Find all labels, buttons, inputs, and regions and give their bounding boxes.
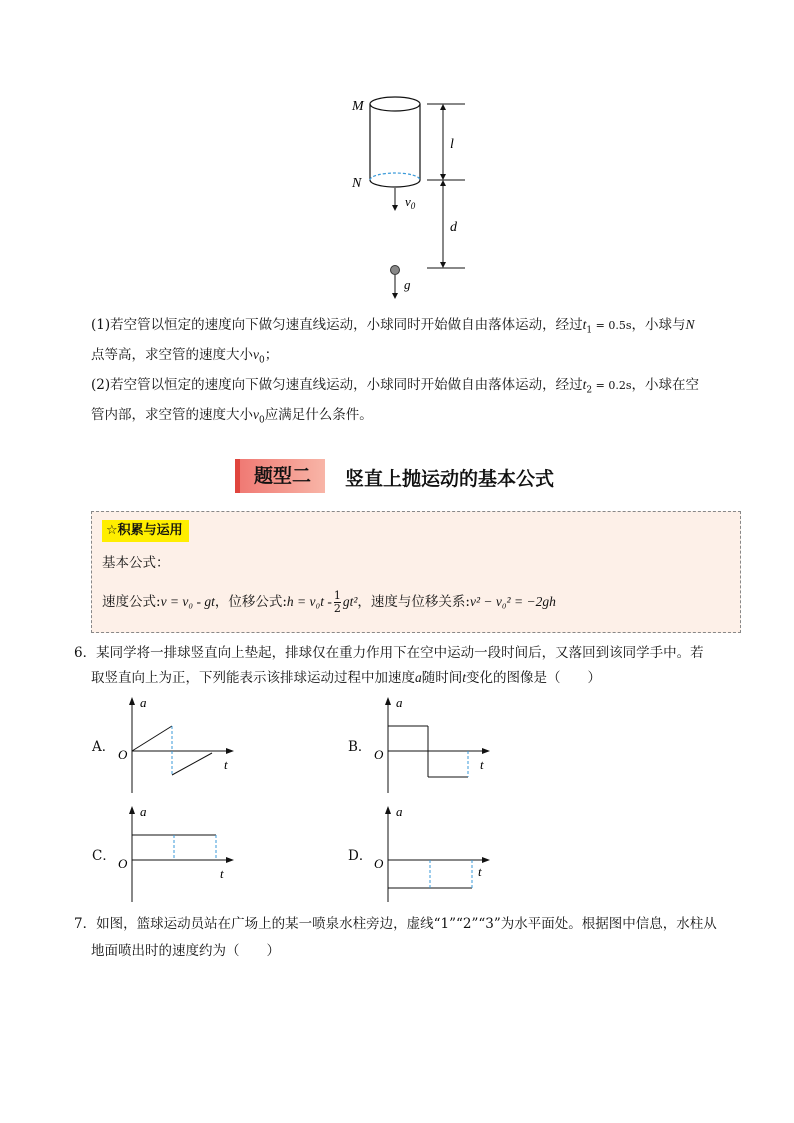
- option-B-label[interactable]: B．: [348, 739, 372, 755]
- note-formula-line: 速度公式:v = v₀ - gt，位移公式:h = v₀t - $\frac{1}{2}$ gt²，速度与位移关系:v² − v₀² = −2gh: [102, 589, 556, 615]
- option-A-label[interactable]: A．: [92, 739, 116, 755]
- option-A-line-down: [172, 753, 212, 775]
- q6-line1: 6．某同学将一排球竖直向上垫起，排球仅在重力作用下在空中运动一段时间后，又落回到该同学手中。若: [74, 645, 704, 661]
- svg-text:a: a: [396, 695, 403, 710]
- q-part1-line2: 点等高，求空管的速度大小$v_0$；: [91, 347, 279, 366]
- tube-bottom-back: [370, 173, 420, 180]
- tube-bottom-front: [370, 180, 420, 187]
- svg-text:a: a: [396, 804, 403, 819]
- q-part1-line1: (1)若空管以恒定的速度向下做匀速直线运动，小球同时开始做自由落体运动，经过$t_1 = 0.5s$，小球与N: [91, 317, 695, 336]
- q-part2-line2: 管内部，求空管的速度大小$v_0$应满足什么条件。: [91, 407, 373, 426]
- section-tag: 题型二: [235, 459, 325, 493]
- star-icon: ☆: [106, 523, 118, 538]
- label-d: d: [450, 220, 457, 235]
- svg-text:O: O: [118, 856, 128, 871]
- option-A-line-up: [132, 726, 172, 751]
- q7-line2: 地面喷出时的速度约为（ ）: [91, 943, 280, 959]
- label-v0: $v_0$: [405, 194, 416, 211]
- svg-text:t: t: [480, 757, 484, 772]
- note-line1: 基本公式：: [102, 555, 170, 571]
- option-D-graph[interactable]: [368, 802, 508, 912]
- ball: [391, 266, 400, 275]
- label-g: g: [404, 277, 411, 292]
- q-part2-line1: (2)若空管以恒定的速度向下做匀速直线运动，小球同时开始做自由落体运动，经过$t_2 = 0.2s$，小球在空: [91, 377, 699, 396]
- note-badge: ☆积累与运用: [102, 520, 189, 542]
- svg-text:t: t: [224, 757, 228, 772]
- option-C-graph[interactable]: [112, 802, 252, 912]
- option-A-graph[interactable]: [112, 693, 252, 803]
- option-C-label[interactable]: C．: [92, 848, 116, 864]
- svg-text:O: O: [374, 747, 384, 762]
- section-title: 竖直上抛运动的基本公式: [345, 468, 555, 490]
- svg-text:t: t: [478, 864, 482, 879]
- label-M: M: [352, 99, 364, 114]
- svg-text:t: t: [220, 866, 224, 881]
- label-l: l: [450, 137, 454, 152]
- q6-line2: 取竖直向上为正，下列能表示该排球运动过程中加速度a随时间t变化的图像是（ ）: [91, 670, 602, 686]
- svg-text:a: a: [140, 804, 147, 819]
- q7-line1: 7．如图，篮球运动员站在广场上的某一喷泉水柱旁边，虚线“1”“2”“3”为水平面处。根据图中信息，水柱从: [74, 916, 717, 932]
- tube-top-ellipse: [370, 97, 420, 111]
- option-B-graph[interactable]: [368, 693, 508, 803]
- tube-figure: [330, 90, 490, 305]
- svg-text:O: O: [118, 747, 128, 762]
- svg-text:a: a: [140, 695, 147, 710]
- svg-text:O: O: [374, 856, 384, 871]
- option-D-label[interactable]: D．: [348, 848, 373, 864]
- label-N: N: [352, 176, 362, 191]
